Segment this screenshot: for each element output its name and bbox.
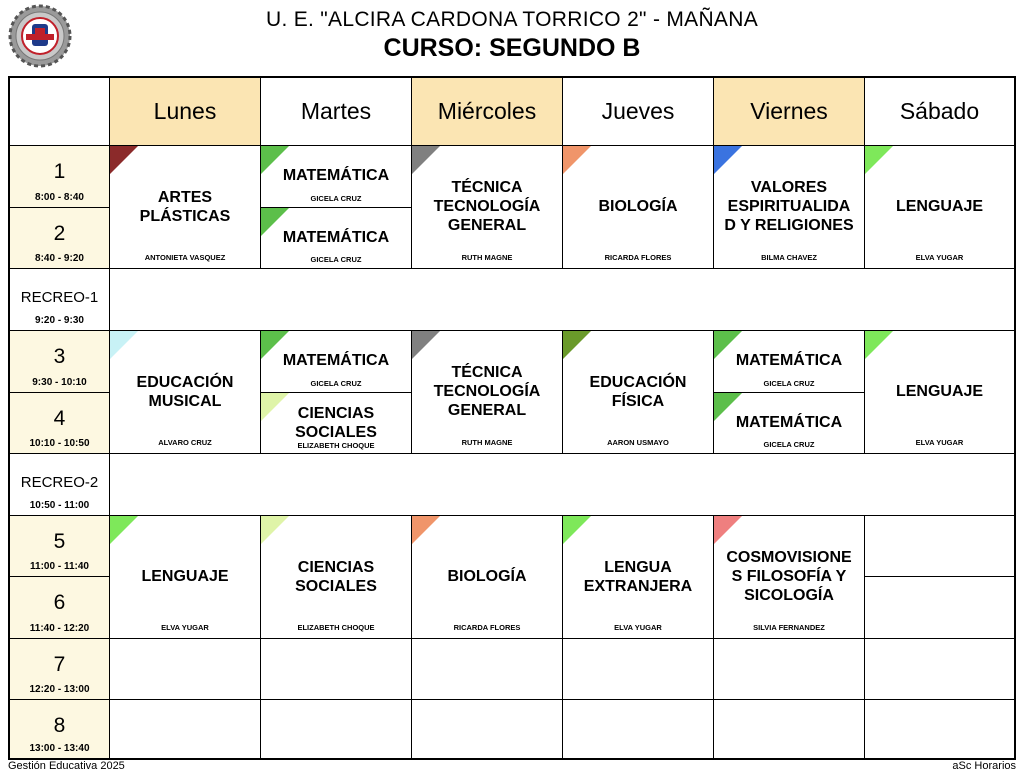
period-number: 6 [53,591,66,614]
lesson-card[interactable] [563,516,714,639]
lesson-card[interactable] [261,208,412,269]
empty-slot [714,639,865,700]
lesson-teacher: RUTH MAGNE [461,253,513,262]
day-header-tuesday: Martes [261,78,412,146]
lesson-subject: LENGUA EXTRANJERA [583,559,693,595]
lesson-subject: LENGUAJE [895,383,984,400]
period-time: 8:40 - 9:20 [35,253,84,264]
lesson-card[interactable] [412,516,563,639]
empty-slot [110,700,261,758]
subject-color-tag [563,331,591,359]
lesson-teacher: ALVARO CRUZ [158,438,212,447]
lesson-subject: COSMOVISIONE S FILOSOFÍA Y SICOLOGÍA [726,549,852,604]
lesson-card[interactable] [412,331,563,454]
lesson-card[interactable] [563,331,714,454]
lesson-teacher: GICELA CRUZ [310,379,362,388]
empty-slot [563,700,714,758]
lesson-teacher: AARON USMAYO [607,438,669,447]
lesson-teacher: SILVIA FERNANDEZ [753,623,825,632]
empty-slot [412,700,563,758]
empty-slot [261,639,412,700]
period-number: 4 [53,407,66,430]
period-number: 2 [53,222,66,245]
period-number: 5 [53,530,66,553]
lesson-card[interactable] [261,516,412,639]
lesson-subject: MATEMÁTICA [282,352,390,369]
subject-color-tag [563,146,591,174]
lesson-teacher: GICELA CRUZ [763,440,815,449]
lesson-teacher: ELIZABETH CHOQUE [297,623,375,632]
lesson-card[interactable] [865,146,1014,269]
lesson-teacher: ELIZABETH CHOQUE [297,441,375,450]
subject-color-tag [865,146,893,174]
lesson-teacher: RUTH MAGNE [461,438,513,447]
period-time: 11:00 - 11:40 [30,561,89,572]
lesson-teacher: ELVA YUGAR [915,253,964,262]
lesson-card[interactable] [110,516,261,639]
period-2 [10,208,110,269]
lesson-subject: TÉCNICA TECNOLOGÍA GENERAL [433,364,541,419]
corner-cell [10,78,110,146]
footer-left: Gestión Educativa 2025 [8,760,125,772]
recess-time: 9:20 - 9:30 [35,315,84,326]
recess-2 [10,454,110,516]
lesson-teacher: RICARDA FLORES [604,253,672,262]
period-time: 13:00 - 13:40 [29,743,90,754]
lesson-card[interactable] [412,146,563,269]
lesson-card[interactable] [714,393,865,454]
lesson-teacher: ELVA YUGAR [614,623,662,632]
period-time: 8:00 - 8:40 [35,192,84,203]
lesson-card[interactable] [261,393,412,454]
lesson-card[interactable] [563,146,714,269]
day-header-wednesday: Miércoles [412,78,563,146]
subject-color-tag [261,516,289,544]
subject-color-tag [412,516,440,544]
period-5 [10,516,110,577]
lesson-subject: LENGUAJE [895,198,984,215]
lesson-teacher: GICELA CRUZ [310,255,362,264]
day-header-monday: Lunes [110,78,261,146]
lesson-teacher: ELVA YUGAR [915,438,964,447]
timetable-grid [8,76,1016,760]
day-header-thursday: Jueves [563,78,714,146]
subject-color-tag [110,331,138,359]
lesson-subject: MATEMÁTICA [735,352,843,369]
period-7 [10,639,110,700]
period-time: 12:20 - 13:00 [29,684,90,695]
lesson-teacher: ANTONIETA VASQUEZ [144,253,226,262]
recess-label: RECREO-1 [20,289,99,306]
empty-slot [865,577,1014,639]
subject-color-tag [412,331,440,359]
school-title: U. E. "ALCIRA CARDONA TORRICO 2" - MAÑANA [265,8,759,31]
empty-slot [412,639,563,700]
recess-band-1 [110,269,1014,331]
lesson-card[interactable] [714,331,865,393]
period-time: 9:30 - 10:10 [32,377,87,388]
period-number: 7 [53,653,66,676]
recess-band-2 [110,454,1014,516]
lesson-subject: ARTES PLÁSTICAS [139,189,231,225]
subject-color-tag [865,331,893,359]
lesson-subject: EDUCACIÓN MUSICAL [136,374,234,410]
lesson-teacher: GICELA CRUZ [763,379,815,388]
lesson-subject: MATEMÁTICA [282,167,390,184]
lesson-subject: EDUCACIÓN FÍSICA [589,374,687,410]
subject-color-tag [110,516,138,544]
lesson-card[interactable] [865,331,1014,454]
period-4 [10,393,110,454]
lesson-teacher: ELVA YUGAR [161,623,209,632]
day-header-saturday: Sábado [865,78,1014,146]
subject-color-tag [714,516,742,544]
empty-slot [563,639,714,700]
period-6 [10,577,110,639]
lesson-subject: VALORES ESPIRITUALIDA D Y RELIGIONES [724,179,854,234]
lesson-teacher: BILMA CHAVEZ [761,253,817,262]
lesson-card[interactable] [110,331,261,454]
subject-color-tag [412,146,440,174]
recess-1 [10,269,110,331]
empty-slot [865,639,1014,700]
course-title: CURSO: SEGUNDO B [383,34,641,62]
lesson-teacher: RICARDA FLORES [453,623,521,632]
subject-color-tag [563,516,591,544]
period-number: 3 [53,345,66,368]
empty-slot [261,700,412,758]
lesson-card[interactable] [261,331,412,393]
empty-slot [714,700,865,758]
empty-slot [865,700,1014,758]
period-3 [10,331,110,393]
subject-color-tag [714,146,742,174]
lesson-subject: MATEMÁTICA [735,414,843,431]
lesson-subject: CIENCIAS SOCIALES [295,405,377,441]
lesson-card[interactable] [714,146,865,269]
period-number: 1 [53,160,66,183]
period-time: 10:10 - 10:50 [29,438,90,449]
empty-slot [865,516,1014,577]
subject-color-tag [110,146,138,174]
lesson-subject: BIOLOGÍA [447,568,527,585]
lesson-subject: CIENCIAS SOCIALES [295,559,377,595]
period-number: 8 [53,714,66,737]
lesson-card[interactable] [261,146,412,208]
period-1 [10,146,110,208]
day-header-friday: Viernes [714,78,865,146]
lesson-subject: MATEMÁTICA [282,229,390,246]
period-time: 11:40 - 12:20 [29,623,90,634]
recess-label: RECREO-2 [20,474,99,491]
lesson-subject: TÉCNICA TECNOLOGÍA GENERAL [433,179,541,234]
empty-slot [110,639,261,700]
lesson-teacher: GICELA CRUZ [310,194,362,203]
lesson-card[interactable] [714,516,865,639]
lesson-subject: LENGUAJE [141,568,229,585]
lesson-card[interactable] [110,146,261,269]
lesson-subject: BIOLOGÍA [598,198,678,215]
recess-time: 10:50 - 11:00 [29,500,90,511]
footer-right: aSc Horarios [952,760,1016,772]
period-8 [10,700,110,758]
